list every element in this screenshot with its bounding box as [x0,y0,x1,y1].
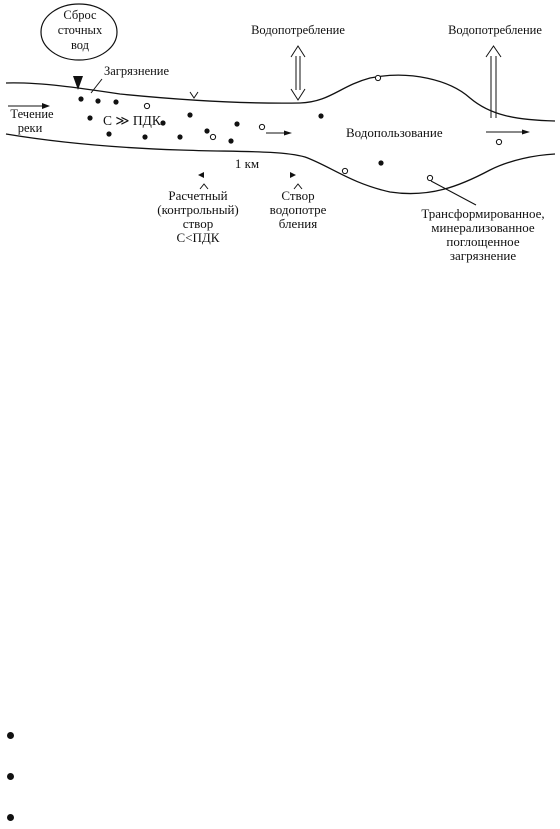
consumption-left [251,23,345,100]
discharge-label-3: вод [70,38,90,52]
pollutant-dot [234,121,239,126]
pollutant-dot [142,134,147,139]
distance-label: 1 км [234,156,260,171]
pollutant-dot [78,96,83,101]
consumption-right-label: Водопотребление [448,23,542,37]
pollutant-dot [187,112,192,117]
pollutant-dot [204,128,209,133]
river-flow-label-2: реки [17,121,43,135]
pollutant-dot [106,131,111,136]
pollutant-particles [78,96,383,165]
transformed-label-2: минерализованное [431,220,535,235]
discharge-label-1: Сброс [63,8,97,22]
intake-section-label-3: бления [278,216,318,231]
discharge-label-2: сточных [57,23,103,37]
bullet-point [7,773,14,780]
pollutant-dot [113,99,118,104]
pollutant-dot [228,138,233,143]
pollutant-dot [87,115,92,120]
bullet-point [7,732,14,739]
transformed-circle [496,139,501,144]
transformed-circle [210,134,215,139]
transformed-circle [375,75,380,80]
transformed-label-1: Трансформированное, [421,206,545,221]
river-upper-bank [6,75,555,121]
river-lower-bank [6,134,555,194]
pollutant-dot [318,113,323,118]
pollutant-dot [177,134,182,139]
control-section-label-1: Расчетный [168,188,228,203]
control-section-label-4: C<ПДК [176,230,220,245]
pollutant-dot [95,98,100,103]
transformed-circle [259,124,264,129]
transformed-circle [427,175,432,180]
distance-marker [198,156,296,178]
pollutant-dot [160,120,165,125]
transformed-label-4: загрязнение [449,248,517,263]
pollutant-dot [378,160,383,165]
transformed-label-3: поглощенное [446,234,520,249]
concentration-label: C ≫ ПДК [103,113,161,128]
water-use-label: Водопользование [346,125,443,140]
midstream-flow-arrow [266,131,292,136]
control-section-label-2: (контрольный) [157,202,239,217]
downstream-flow-arrow [486,130,530,135]
pollution-label: Загрязнение [104,64,170,78]
transformed-circle [342,168,347,173]
consumption-right [448,23,542,118]
intake-section-label-2: водопотре [269,202,327,217]
transformed-circle [144,103,149,108]
small-v-marker [190,92,198,98]
bullet-point [7,814,14,821]
control-section-label-3: створ [182,216,214,231]
consumption-left-label: Водопотребление [251,23,345,37]
transformed-leader [431,181,476,205]
river-flow-label-1: Течение [10,107,54,121]
intake-section-label-1: Створ [281,188,315,203]
